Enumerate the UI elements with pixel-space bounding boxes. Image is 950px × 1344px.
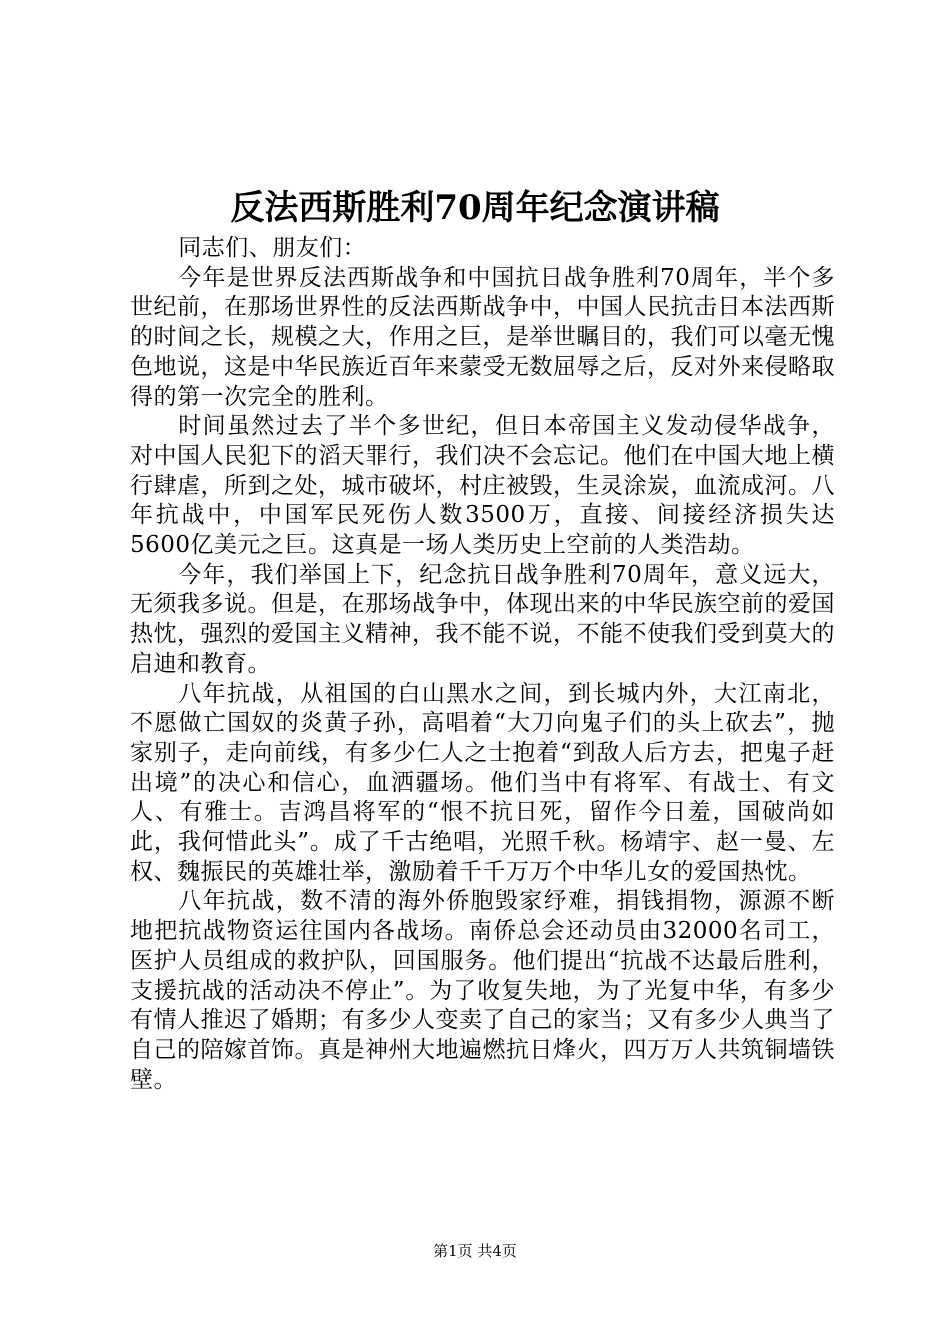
document-title: 反法西斯胜利70周年纪念演讲稿 [230,188,720,228]
document-body [130,234,835,1095]
page-number-footer: 第1页 共4页 [433,1242,517,1260]
paragraph-salutation: 同志们、朋友们： [178,235,367,261]
paragraph: 八年抗战，从祖国的白山黑水之间，到长城内外，大江南北，不愿做亡国奴的炎黄子孙，高唱着“大刀向鬼子们的头上砍去”，抛家别子，走向前线，有多少仁人之士抱着“到敌人后方去，把鬼子赶出境”的决心和信心，血洒疆场。他们当中有将军、有战士、有文人、有雅士。吉鸿昌将军的“恨不抗日死，留作今日羞，国破尚如此，我何惜此头”。成了千古绝唱，光照千秋。杨靖宇、赵一曼、左权、魏振民的英雄壮举，激励着千千万万个中华儿女的爱国热忱。 [130,680,835,885]
paragraph: 今年是世界反法西斯战争和中国抗日战争胜利70周年，半个多世纪前，在那场世界性的反法西斯战争中，中国人民抗击日本法西斯的时间之长，规模之大，作用之巨，是举世瞩目的，我们可以毫无愧色地说，这是中华民族近百年来蒙受无数屈辱之后，反对外来侵略取得的第一次完全的胜利。 [130,264,835,410]
paragraph: 今年，我们举国上下，纪念抗日战争胜利70周年，意义远大，无须我多说。但是，在那场战争中，体现出来的中华民族空前的爱国热忱，强烈的爱国主义精神，我不能不说，不能不使我们受到莫大的启迪和教育。 [130,561,835,677]
paragraph: 时间虽然过去了半个多世纪，但日本帝国主义发动侵华战争，对中国人民犯下的滔天罪行，我们决不会忘记。他们在中国大地上横行肆虐，所到之处，城市破坏，村庄被毁，生灵涂炭，血流成河。八年抗战中，中国军民死伤人数3500万，直接、间接经济损失达5600亿美元之巨。这真是一场人类历史上空前的人类浩劫。 [130,413,835,559]
paragraph: 八年抗战，数不清的海外侨胞毁家纾难，捐钱捐物，源源不断地把抗战物资运往国内各战场。南侨总会还动员由32000名司工，医护人员组成的救护队，回国服务。他们提出“抗战不达最后胜利，支援抗战的活动决不停止”。为了收复失地，为了光复中华，有多少有情人推迟了婚期；有多少人变卖了自己的家当；又有多少人典当了自己的陪嫁首饰。真是神州大地遍燃抗日烽火，四万万人共筑铜墙铁壁。 [130,888,835,1093]
